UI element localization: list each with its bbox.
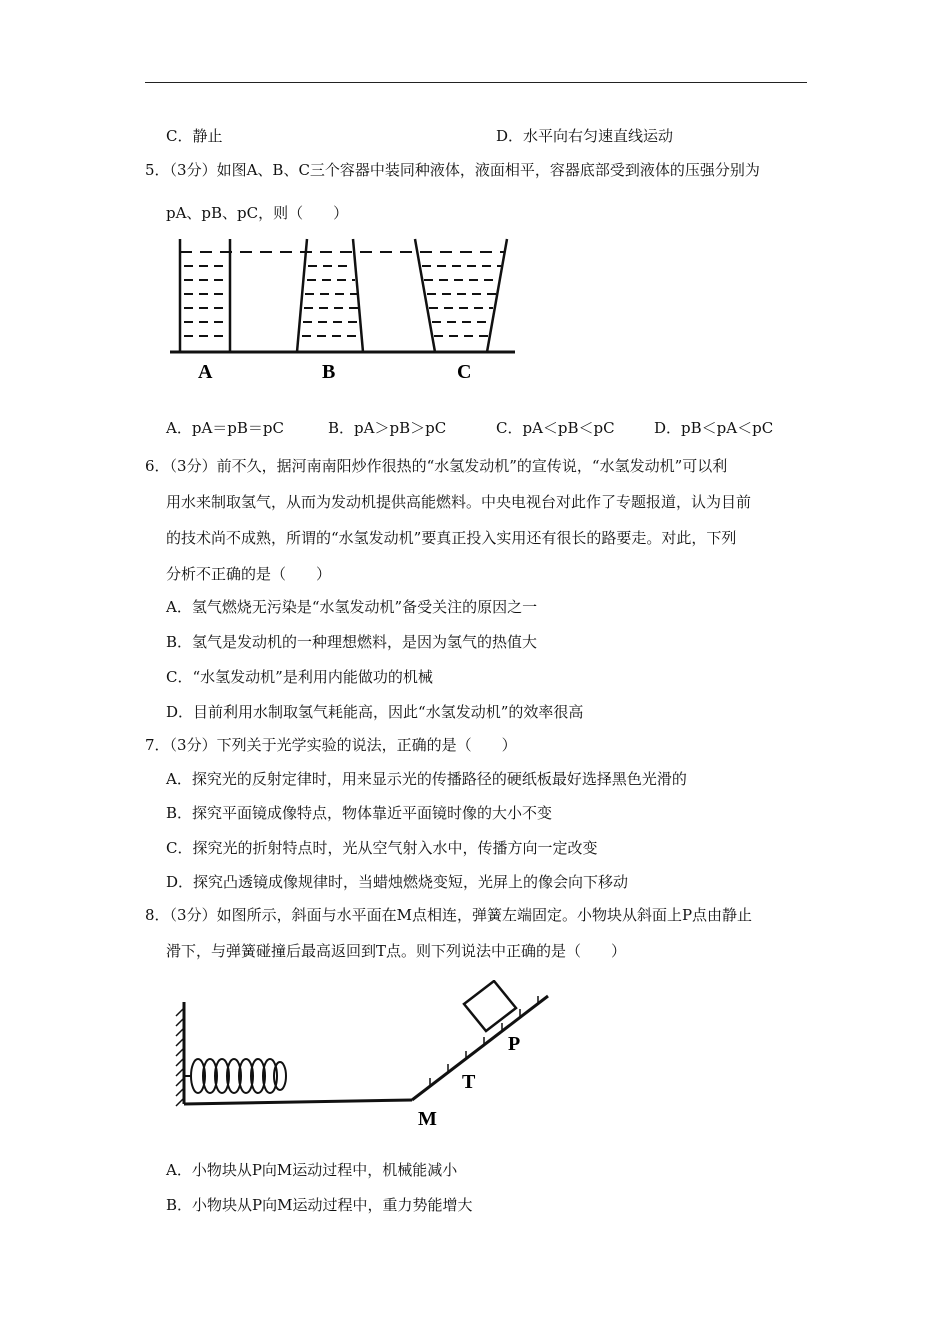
q7-stem: 7．（3分）下列关于光学实验的说法，正确的是（ ） xyxy=(145,736,517,754)
q5-option-d: D．pB＜pA＜pC xyxy=(654,419,774,437)
q8-incline-figure xyxy=(168,980,558,1130)
q7-option-a: A．探究光的反射定律时，用来显示光的传播路径的硬纸板最好选择黑色光滑的 xyxy=(166,770,687,788)
q7-option-c: C．探究光的折射特点时，光从空气射入水中，传播方向一定改变 xyxy=(166,839,598,857)
q7-option-d: D．探究凸透镜成像规律时，当蜡烛燃烧变短，光屏上的像会向下移动 xyxy=(166,873,629,891)
label-t: T xyxy=(462,1071,476,1093)
label-c: C xyxy=(457,361,472,383)
q6-stem-line-2: 用水来制取氢气，从而为发动机提供高能燃料。中央电视台对此作了专题报道，认为目前 xyxy=(166,493,752,511)
label-b: B xyxy=(322,361,336,383)
q5-option-a: A．pA＝pB＝pC xyxy=(166,419,284,437)
label-p: P xyxy=(508,1033,521,1055)
q6-stem-line-3: 的技术尚不成熟，所谓的“水氢发动机”要真正投入实用还有很长的路要走。对此，下列 xyxy=(166,529,737,547)
q8-option-b: B．小物块从P向M运动过程中，重力势能增大 xyxy=(166,1196,473,1214)
q5-stem-line-1: 5．（3分）如图A、B、C三个容器中装同种液体，液面相平，容器底部受到液体的压强分别为 xyxy=(145,161,760,179)
q5-stem-line-2 xyxy=(166,203,348,223)
q4-option-c: C．静止 xyxy=(166,127,223,145)
spring xyxy=(184,1059,286,1093)
container-b xyxy=(297,239,363,352)
container-a xyxy=(180,239,230,352)
q8-option-a: A．小物块从P向M运动过程中，机械能减小 xyxy=(166,1161,458,1179)
q6-option-c: C．“水氢发动机”是利用内能做功的机械 xyxy=(166,668,433,686)
q6-option-a: A．氢气燃烧无污染是“水氢发动机”备受关注的原因之一 xyxy=(166,598,538,616)
q4-option-d: D．水平向右匀速直线运动 xyxy=(496,127,674,145)
q5-containers-figure xyxy=(170,234,520,384)
q5-stem-pressures: pA、pB、pC，则（ ） xyxy=(166,204,349,222)
header-rule xyxy=(145,82,807,83)
q6-option-b: B．氢气是发动机的一种理想燃料，是因为氢气的热值大 xyxy=(166,633,538,651)
q8-stem-line-1: 8．（3分）如图所示，斜面与水平面在M点相连，弹簧左端固定。小物块从斜面上P点由静止 xyxy=(145,906,753,924)
horizontal-ground xyxy=(184,1100,412,1104)
q8-stem-line-2: 滑下，与弹簧碰撞后最高返回到T点。则下列说法中正确的是（ ） xyxy=(166,942,627,960)
q5-option-c: C．pA＜pB＜pC xyxy=(496,419,615,437)
q5-option-b: B．pA＞pB＞pC xyxy=(328,419,447,437)
q6-option-d: D．目前利用水制取氢气耗能高，因此“水氢发动机”的效率很高 xyxy=(166,703,584,721)
q6-stem-line-1: 6．（3分）前不久，据河南南阳炒作很热的“水氢发动机”的宣传说，“水氢发动机”可以利 xyxy=(145,457,728,475)
container-c xyxy=(415,239,507,352)
q7-option-b: B．探究平面镜成像特点，物体靠近平面镜时像的大小不变 xyxy=(166,804,553,822)
label-a: A xyxy=(198,361,213,383)
block xyxy=(464,981,516,1031)
label-m: M xyxy=(418,1108,437,1130)
q6-stem-line-4: 分析不正确的是（ ） xyxy=(166,565,332,583)
